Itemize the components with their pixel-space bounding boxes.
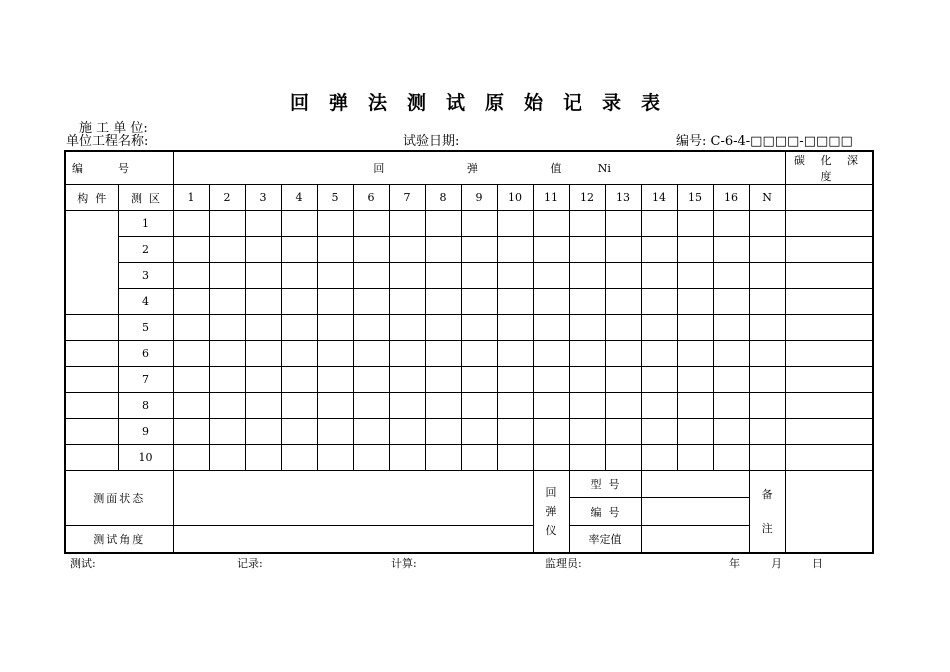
value-cell [425, 237, 461, 263]
value-cell [569, 367, 605, 393]
value-cell [209, 263, 245, 289]
value-cell [173, 367, 209, 393]
value-cell [209, 237, 245, 263]
value-cell [317, 341, 353, 367]
value-cell [245, 341, 281, 367]
value-cell [173, 341, 209, 367]
supervisor-label: 监理员: [545, 557, 582, 570]
remarks-cell [785, 471, 873, 554]
carbonation-cell [785, 445, 873, 471]
value-cell [533, 419, 569, 445]
value-cell [497, 367, 533, 393]
value-cell [173, 237, 209, 263]
value-cell [209, 419, 245, 445]
value-cell [245, 263, 281, 289]
value-cell [173, 393, 209, 419]
value-cell [677, 289, 713, 315]
value-cell [641, 445, 677, 471]
value-cell [353, 263, 389, 289]
value-cell [461, 211, 497, 237]
value-cell [389, 341, 425, 367]
value-cell [281, 419, 317, 445]
value-cell [389, 289, 425, 315]
value-cell [209, 341, 245, 367]
value-cell [389, 263, 425, 289]
value-cell [353, 419, 389, 445]
zone-number: 5 [118, 315, 173, 341]
page-title: 回弹法测试原始记录表 [289, 92, 680, 114]
day-label: 日 [812, 557, 823, 570]
carbonation-cell [785, 393, 873, 419]
value-cell [641, 419, 677, 445]
value-cell [569, 263, 605, 289]
component-cell [65, 367, 118, 393]
carbonation-cell [785, 237, 873, 263]
value-cell [245, 289, 281, 315]
value-cell [641, 237, 677, 263]
value-cell [209, 445, 245, 471]
surface-state-cell [173, 471, 533, 526]
value-cell [353, 211, 389, 237]
point-header: 4 [281, 185, 317, 211]
zone-number: 4 [118, 289, 173, 315]
value-cell [569, 445, 605, 471]
value-cell [677, 419, 713, 445]
value-cell [641, 393, 677, 419]
value-cell [605, 393, 641, 419]
zone-number: 9 [118, 419, 173, 445]
value-cell [425, 341, 461, 367]
recorder-label: 记录: [237, 557, 263, 570]
value-cell [497, 263, 533, 289]
model-cell [641, 471, 749, 498]
carbonation-depth-header: 碳 化 深 度 [785, 151, 873, 185]
value-cell [281, 445, 317, 471]
zone-row [65, 315, 873, 341]
value-cell [677, 211, 713, 237]
value-cell [749, 445, 785, 471]
value-cell [173, 263, 209, 289]
value-cell [713, 341, 749, 367]
value-cell [749, 263, 785, 289]
value-cell [677, 341, 713, 367]
carbonation-cell [785, 315, 873, 341]
zone-rows [65, 211, 873, 471]
value-cell [605, 341, 641, 367]
value-cell [245, 211, 281, 237]
zone-row [65, 367, 873, 393]
carbonation-cell [785, 289, 873, 315]
value-cell [497, 341, 533, 367]
test-angle-cell [173, 526, 533, 554]
point-header-n: N [749, 185, 785, 211]
value-cell [425, 445, 461, 471]
value-cell [389, 419, 425, 445]
value-cell [605, 445, 641, 471]
value-cell [209, 315, 245, 341]
value-cell [245, 367, 281, 393]
value-cell [569, 419, 605, 445]
value-cell [353, 315, 389, 341]
carbonation-cell [785, 419, 873, 445]
value-cell [641, 341, 677, 367]
value-cell [749, 237, 785, 263]
month-label: 月 [771, 557, 782, 570]
value-cell [533, 315, 569, 341]
value-cell [713, 315, 749, 341]
value-cell [533, 237, 569, 263]
value-cell [425, 289, 461, 315]
value-cell [497, 315, 533, 341]
value-cell [461, 367, 497, 393]
point-header: 9 [461, 185, 497, 211]
form-number: 编号: C-6-4-□□□□-□□□□ [676, 134, 853, 149]
value-cell [605, 315, 641, 341]
value-cell [173, 315, 209, 341]
value-cell [605, 367, 641, 393]
value-cell [317, 367, 353, 393]
value-cell [389, 393, 425, 419]
value-cell [353, 367, 389, 393]
test-date-label: 试验日期: [403, 134, 460, 149]
value-cell [209, 211, 245, 237]
component-cell [65, 211, 118, 315]
value-cell [425, 263, 461, 289]
value-cell [425, 393, 461, 419]
point-header: 3 [245, 185, 281, 211]
value-cell [317, 445, 353, 471]
value-cell [533, 289, 569, 315]
zone-row [65, 289, 873, 315]
value-cell [353, 341, 389, 367]
value-cell [353, 289, 389, 315]
rebound-values-header: 回 弹 值 Ni [173, 151, 785, 185]
value-cell [749, 315, 785, 341]
carbonation-cell [785, 341, 873, 367]
zone-row [65, 341, 873, 367]
value-cell [749, 341, 785, 367]
zone-number: 6 [118, 341, 173, 367]
value-cell [281, 315, 317, 341]
value-cell [713, 419, 749, 445]
value-cell [245, 445, 281, 471]
value-cell [497, 237, 533, 263]
value-cell [173, 211, 209, 237]
serial-cell [641, 498, 749, 526]
value-cell [713, 445, 749, 471]
value-cell [641, 263, 677, 289]
value-cell [245, 315, 281, 341]
value-cell [209, 393, 245, 419]
value-cell [605, 263, 641, 289]
value-cell [749, 393, 785, 419]
value-cell [641, 211, 677, 237]
component-cell [65, 393, 118, 419]
value-cell [461, 419, 497, 445]
carbonation-cell [785, 263, 873, 289]
value-cell [389, 211, 425, 237]
value-cell [641, 315, 677, 341]
value-cell [677, 393, 713, 419]
value-cell [497, 211, 533, 237]
value-cell [245, 419, 281, 445]
value-cell [641, 367, 677, 393]
value-cell [317, 289, 353, 315]
carbonation-cell [785, 185, 873, 211]
value-cell [749, 289, 785, 315]
value-cell [209, 367, 245, 393]
value-cell [281, 263, 317, 289]
point-header: 2 [209, 185, 245, 211]
value-cell [245, 393, 281, 419]
value-cell [749, 419, 785, 445]
zone-number: 2 [118, 237, 173, 263]
point-header: 1 [173, 185, 209, 211]
carbonation-cell [785, 211, 873, 237]
zone-number: 3 [118, 263, 173, 289]
value-cell [497, 289, 533, 315]
value-cell [677, 315, 713, 341]
point-header: 10 [497, 185, 533, 211]
value-cell [389, 445, 425, 471]
value-cell [461, 263, 497, 289]
value-cell [425, 419, 461, 445]
zone-number: 10 [118, 445, 173, 471]
value-cell [353, 445, 389, 471]
value-cell [533, 367, 569, 393]
value-cell [281, 393, 317, 419]
zone-row [65, 211, 873, 237]
value-cell [317, 393, 353, 419]
value-cell [317, 315, 353, 341]
calculator-label: 计算: [391, 557, 417, 570]
calibration-label: 率定值 [569, 526, 641, 554]
value-cell [713, 237, 749, 263]
value-cell [281, 237, 317, 263]
zone-row [65, 393, 873, 419]
value-cell [569, 211, 605, 237]
calibration-cell [641, 526, 749, 554]
component-header: 构 件 [65, 185, 118, 211]
value-cell [425, 211, 461, 237]
value-cell [497, 419, 533, 445]
surface-state-label: 测面状态 [65, 471, 173, 526]
value-cell [173, 419, 209, 445]
rebound-instrument-label: 回 弹 仪 [533, 471, 569, 554]
component-cell [65, 445, 118, 471]
value-cell [389, 367, 425, 393]
value-cell [713, 393, 749, 419]
value-cell [389, 315, 425, 341]
value-cell [713, 211, 749, 237]
value-cell [425, 315, 461, 341]
value-cell [569, 341, 605, 367]
value-cell [281, 289, 317, 315]
project-name-label: 单位工程名称: [66, 134, 149, 149]
point-header: 8 [425, 185, 461, 211]
component-cell [65, 419, 118, 445]
value-cell [317, 237, 353, 263]
value-cell [281, 211, 317, 237]
zone-row [65, 419, 873, 445]
component-cell [65, 315, 118, 341]
zone-row [65, 263, 873, 289]
value-cell [569, 289, 605, 315]
value-cell [209, 289, 245, 315]
value-cell [569, 315, 605, 341]
point-header: 14 [641, 185, 677, 211]
value-cell [281, 341, 317, 367]
value-cell [749, 367, 785, 393]
value-cell [677, 237, 713, 263]
value-cell [569, 393, 605, 419]
record-table [64, 150, 874, 554]
zone-header: 测 区 [118, 185, 173, 211]
point-header: 16 [713, 185, 749, 211]
point-header: 15 [677, 185, 713, 211]
value-cell [713, 263, 749, 289]
value-cell [533, 263, 569, 289]
zone-row [65, 237, 873, 263]
zone-number: 8 [118, 393, 173, 419]
model-label: 型 号 [569, 471, 641, 498]
value-cell [677, 367, 713, 393]
value-cell [245, 237, 281, 263]
point-header: 11 [533, 185, 569, 211]
value-cell [641, 289, 677, 315]
point-header: 12 [569, 185, 605, 211]
value-cell [533, 445, 569, 471]
value-cell [461, 237, 497, 263]
zone-number: 7 [118, 367, 173, 393]
value-cell [353, 237, 389, 263]
value-cell [713, 289, 749, 315]
value-cell [497, 445, 533, 471]
value-cell [461, 341, 497, 367]
value-cell [533, 341, 569, 367]
value-cell [569, 237, 605, 263]
value-cell [317, 211, 353, 237]
value-cell [461, 289, 497, 315]
value-cell [389, 237, 425, 263]
value-cell [677, 445, 713, 471]
point-header: 5 [317, 185, 353, 211]
test-angle-label: 测试角度 [65, 526, 173, 554]
value-cell [461, 315, 497, 341]
value-cell [353, 393, 389, 419]
value-cell [497, 393, 533, 419]
point-header: 6 [353, 185, 389, 211]
value-cell [425, 367, 461, 393]
point-header: 7 [389, 185, 425, 211]
tester-label: 测试: [70, 557, 96, 570]
zone-row [65, 445, 873, 471]
value-cell [533, 211, 569, 237]
value-cell [317, 263, 353, 289]
serial-label: 编 号 [569, 498, 641, 526]
value-cell [749, 211, 785, 237]
number-header: 编 号 [65, 151, 173, 185]
value-cell [605, 237, 641, 263]
value-cell [605, 419, 641, 445]
value-cell [533, 393, 569, 419]
value-cell [713, 367, 749, 393]
point-header: 13 [605, 185, 641, 211]
value-cell [281, 367, 317, 393]
value-cell [173, 445, 209, 471]
value-cell [605, 211, 641, 237]
value-cell [317, 419, 353, 445]
value-cell [461, 445, 497, 471]
construction-unit-label: 施 工 单 位: [79, 121, 148, 136]
zone-number: 1 [118, 211, 173, 237]
component-cell [65, 341, 118, 367]
value-cell [677, 263, 713, 289]
value-cell [605, 289, 641, 315]
remarks-label: 备 注 [749, 471, 785, 554]
year-label: 年 [729, 557, 740, 570]
value-cell [173, 289, 209, 315]
value-cell [461, 393, 497, 419]
carbonation-cell [785, 367, 873, 393]
